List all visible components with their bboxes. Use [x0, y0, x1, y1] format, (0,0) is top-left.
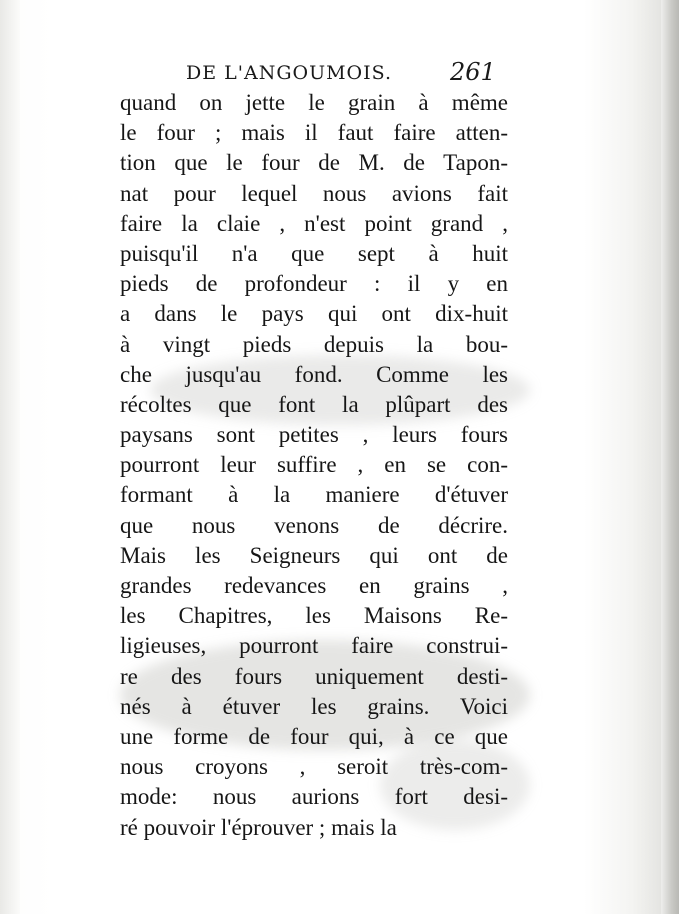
text-line: che jusqu'au fond. Comme les	[120, 361, 508, 387]
text-line: paysans sont petites , leurs fours	[120, 422, 508, 448]
page-number: 261	[450, 58, 496, 86]
text-line: nat pour lequel nous avions fait	[120, 180, 508, 206]
text-line: mode: nous aurions fort desi-	[120, 784, 508, 810]
text-line: quand on jette le grain à même	[120, 90, 508, 115]
text-line: le four ; mais il faut faire atten-	[120, 120, 508, 146]
text-line: faire la claie , n'est point grand ,	[120, 210, 508, 236]
page-edge-shadow	[661, 0, 679, 914]
text-line: ré pouvoir l'éprouver ; mais la	[120, 814, 397, 840]
text-line: les Chapitres, les Maisons Re-	[120, 603, 508, 629]
text-line: nous croyons , seroit très-com-	[120, 754, 508, 780]
running-title: DE L'ANGOUMOIS.	[186, 62, 393, 84]
page-gutter	[0, 0, 20, 914]
text-line: nés à étuver les grains. Voici	[120, 693, 508, 719]
page-header	[186, 58, 506, 88]
text-line: que nous venons de décrire.	[120, 512, 508, 538]
text-line: re des fours uniquement desti-	[120, 663, 508, 689]
text-line: à vingt pieds depuis la bou-	[120, 331, 508, 357]
text-line: une forme de four qui, à ce que	[120, 723, 508, 749]
text-line: pourront leur suffire , en se con-	[120, 452, 508, 478]
text-line: tion que le four de M. de Tapon-	[120, 150, 508, 176]
text-line: pieds de profondeur : il y en	[120, 271, 508, 297]
text-line: ligieuses, pourront faire construi-	[120, 633, 508, 659]
text-line: grandes redevances en grains ,	[120, 573, 508, 598]
text-line: a dans le pays qui ont dix-huit	[120, 301, 508, 327]
body-text	[120, 88, 508, 843]
text-line: puisqu'il n'a que sept à huit	[120, 240, 508, 266]
text-line: récoltes que font la plûpart des	[120, 391, 508, 417]
text-line: Mais les Seigneurs qui ont de	[120, 542, 508, 568]
text-line: formant à la maniere d'étuver	[120, 482, 508, 508]
